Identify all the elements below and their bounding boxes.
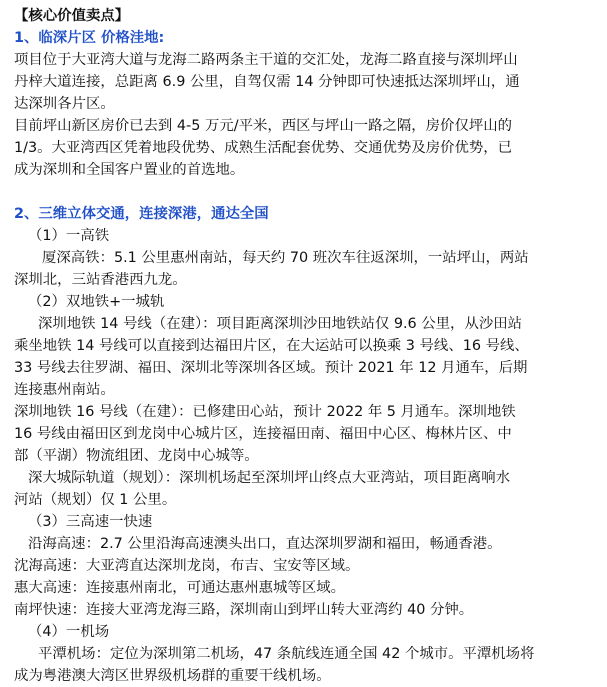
metro-14-line: 33 号线去往罗湖、福田、深圳北等深圳各区域。预计 2021 年 12 月通车，后期 bbox=[14, 360, 528, 376]
expressway-line: 惠大高速：连接惠州南北，可通达惠州惠城等区域。 bbox=[14, 580, 345, 596]
expressway-line: 沿海高速：2.7 公里沿海高速澳头出口，直达深圳罗湖和福田，畅通香港。 bbox=[28, 536, 502, 552]
subsection-high-speed-rail-title: （1）一高铁 bbox=[28, 228, 110, 244]
section-1-paragraph-2-line: 1/3。大亚湾西区凭着地段优势、成熟生活配套优势、交通优势及房价优势，已 bbox=[14, 140, 513, 156]
expressway-line: 南坪快速：连接大亚湾龙海三路，深圳南山到坪山转大亚湾约 40 分钟。 bbox=[14, 602, 474, 618]
metro-14-line: 乘坐地铁 14 号线可以直接到达福田片区，在大运站可以换乘 3 号线、16 号线、 bbox=[14, 338, 529, 354]
section-1-paragraph-2-line: 成为深圳和全国客户置业的首选地。 bbox=[14, 162, 245, 178]
section-1-paragraph-2-line: 目前坪山新区房价已去到 4-5 万元/平米，西区与坪山一路之隔，房价仅坪山的 bbox=[14, 118, 513, 134]
section-1-paragraph-1-line: 达深圳各片区。 bbox=[14, 96, 115, 112]
section-1-heading: 1、临深片区 价格洼地: bbox=[14, 30, 165, 46]
metro-16-line: 16 号线由福田区到龙岗中心城片区，连接福田南、福田中心区、梅林片区、中 bbox=[14, 426, 512, 442]
metro-16-line: 部（平湖）物流组团、龙岗中心城等。 bbox=[14, 448, 259, 464]
high-speed-rail-line: 深圳北，三站香港西九龙。 bbox=[14, 272, 187, 288]
airport-line: 成为粤港澳大湾区世界级机场群的重要干线机场。 bbox=[14, 668, 331, 684]
intercity-rail-line: 深大城际轨道（规划）：深圳机场起至深圳坪山终点大亚湾站，项目距离响水 bbox=[28, 470, 511, 486]
section-1-paragraph-1-line: 项目位于大亚湾大道与龙海二路两条主干道的交汇处，龙海二路直接与深圳坪山 bbox=[14, 52, 518, 68]
expressway-line: 沈海高速：大亚湾直达深圳龙岗，布吉、宝安等区域。 bbox=[14, 558, 360, 574]
metro-14-line: 连接惠州南站。 bbox=[14, 382, 115, 398]
intercity-rail-line: 河站（规划）仅 1 公里。 bbox=[14, 492, 177, 508]
high-speed-rail-line: 厦深高铁：5.1 公里惠州南站，每天约 70 班次车往返深圳，一站坪山，两站 bbox=[42, 250, 529, 266]
subsection-metro-title: （2）双地铁+一城轨 bbox=[28, 294, 165, 310]
metro-14-line: 深圳地铁 14 号线（在建）：项目距离深圳沙田地铁站仅 9.6 公里，从沙田站 bbox=[38, 316, 523, 332]
section-1-paragraph-1-line: 丹梓大道连接，总距离 6.9 公里，自驾仅需 14 分钟即可快速抵达深圳坪山，通 bbox=[14, 74, 520, 90]
section-spacer bbox=[14, 181, 593, 203]
metro-16-line: 深圳地铁 16 号线（在建）：已修建田心站，预计 2022 年 5 月通车。深圳地铁 bbox=[14, 404, 516, 420]
subsection-expressway-title: （3）三高速一快速 bbox=[28, 514, 153, 530]
section-2-heading: 2、三维立体交通，连接深港，通达全国 bbox=[14, 206, 269, 222]
document-title: 【核心价值卖点】 bbox=[14, 8, 130, 24]
airport-line: 平潭机场：定位为深圳第二机场，47 条航线连通全国 42 个城市。平潭机场将 bbox=[38, 646, 535, 662]
subsection-airport-title: （4）一机场 bbox=[28, 624, 110, 640]
